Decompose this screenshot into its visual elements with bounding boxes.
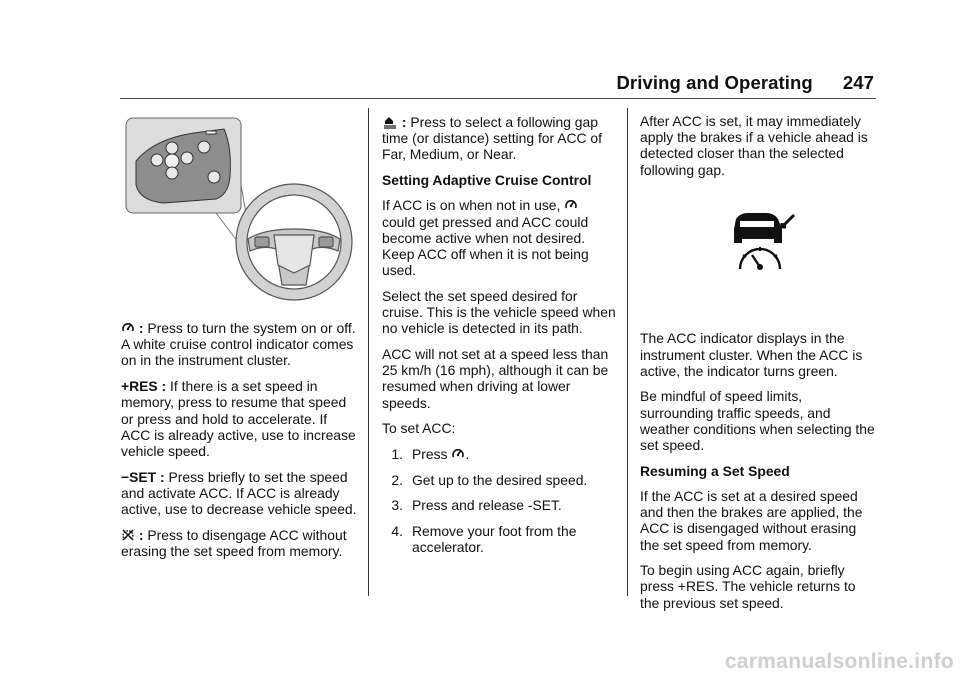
column-divider-1: [368, 108, 369, 596]
list-item: 4. Remove your foot from the accelerator.: [391, 523, 577, 556]
disengaged-paragraph: If the ACC is set at a desired speed and then the brakes are applied, the ACC is disengaged without erasing the set speed from memory.: [640, 487, 863, 553]
cruise-cancel-icon: [121, 528, 135, 542]
acc-indicator-figure: [640, 187, 876, 330]
set-description: −SET : Press briefly to set the speed and activate ACC. If ACC is already active, use to decrease vehicle speed.: [121, 468, 357, 518]
header-rule: [120, 98, 876, 99]
gap-description: : Press to select a following gap time (or distance) setting for ACC of Far, Medium, or Near.: [382, 114, 603, 163]
list-item: 1. Press .: [391, 445, 470, 462]
cancel-description: : Press to disengage ACC without erasing the set speed from memory.: [121, 526, 347, 559]
column-divider-2: [627, 108, 628, 596]
setting-acc-heading: Setting Adaptive Cruise Control: [382, 172, 592, 189]
page-header: [616, 72, 874, 94]
middle-column: [382, 113, 618, 565]
section-title: Driving and Operating: [616, 72, 813, 93]
warning-paragraph: If ACC is on when not in use, could get pressed and ACC could become active when not desired. Keep ACC off when it is not being used.: [382, 197, 589, 279]
list-item: 2. Get up to the desired speed.: [391, 471, 588, 488]
res-description: +RES : If there is a set speed in memory, press to resume that speed or press and hold to accelerate. If ACC is already active, use to increase vehicle speed.: [121, 378, 356, 459]
brake-paragraph: After ACC is set, it may immediately apply the brakes if a vehicle ahead is detected closer than the selected following gap.: [640, 113, 868, 178]
right-column: [640, 113, 876, 620]
acc-indicator-icon: [730, 209, 796, 273]
watermark-url: carmanualsonline.info: [724, 650, 954, 673]
left-column: [121, 320, 357, 569]
to-set-acc: To set ACC:: [382, 420, 456, 437]
set-speed-paragraph: Select the set speed desired for cruise. This is the vehicle speed when no vehicle is detected in its path.: [382, 287, 616, 337]
mindful-paragraph: Be mindful of speed limits, surrounding traffic speeds, and weather conditions when selecting the set speed.: [640, 388, 875, 454]
list-item: 3. Press and release -SET.: [391, 497, 562, 514]
indicator-paragraph: The ACC indicator displays in the instrument cluster. When the ACC is active, the indicator turns green.: [640, 330, 863, 379]
cruise-onoff-icon: [121, 321, 135, 335]
min-speed-paragraph: ACC will not set at a speed less than 25 km/h (16 mph), although it can be resumed when driving at lower speeds.: [382, 345, 609, 411]
steering-wheel-icon: [236, 184, 352, 300]
cruise-onoff-icon: [451, 447, 465, 461]
following-gap-icon: [382, 113, 398, 129]
steering-wheel-illustration: [124, 117, 356, 305]
steps-list: [382, 446, 618, 556]
cruise-onoff-icon: [564, 198, 578, 212]
resuming-heading: Resuming a Set Speed: [640, 462, 790, 479]
onoff-description: : Press to turn the system on or off. A white cruise control indicator comes on in the instrument cluster.: [121, 320, 356, 369]
page-number: 247: [842, 72, 874, 93]
begin-again-paragraph: To begin using ACC again, briefly press +RES. The vehicle returns to the previous set speed.: [640, 562, 856, 611]
